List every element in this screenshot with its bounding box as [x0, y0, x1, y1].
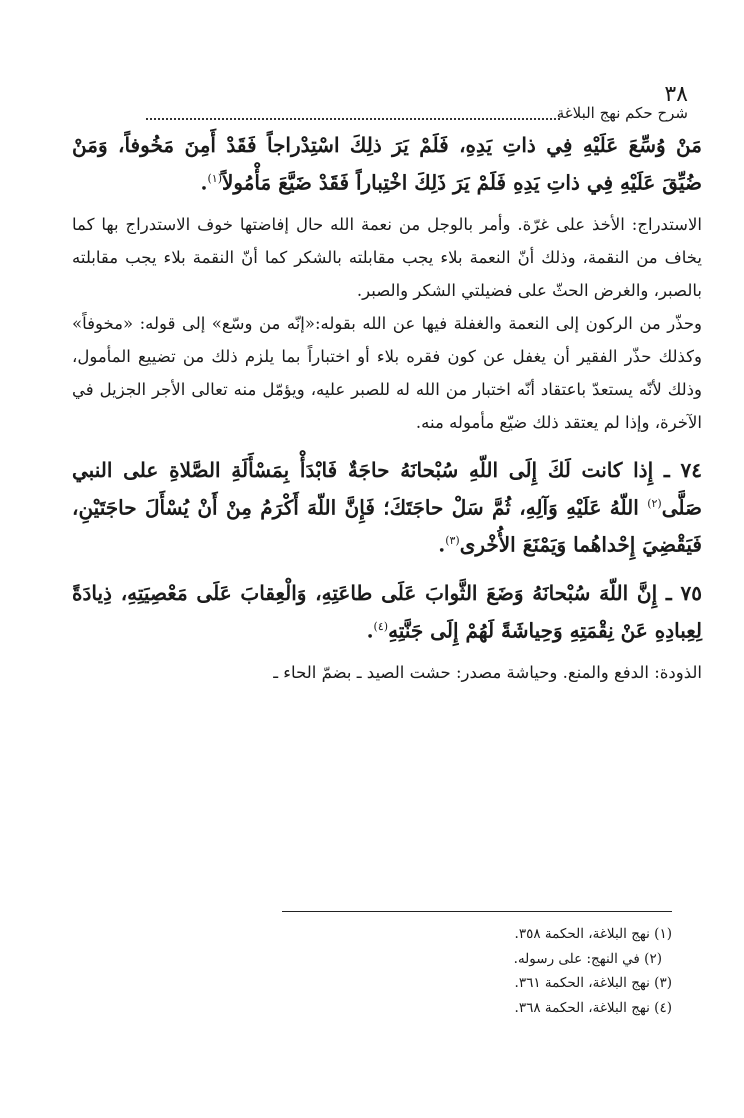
saying-75-text: ٧٥ ـ إِنَّ اللّهَ سُبْحانَهُ وَضَعَ الثَّوابَ عَلَى طاعَتِهِ، وَالْعِقابَ عَلَى مَعْصِيَتِهِ، ذِيادَةً لِعِبادِهِ عَنْ نِقْمَتِهِ وَحِياشَةً لَهُمْ إِلَى جَنَّتِهِ	[72, 580, 702, 643]
saying-73-quote: مَنْ وُسِّعَ عَلَيْهِ فِي ذاتِ يَدِهِ، فَلَمْ يَرَ ذلِكَ اسْتِدْراجاً فَقَدْ أَمِنَ مَخُوفاً، وَمَنْ ضُيِّقَ عَلَيْهِ فِي ذاتِ يَدِهِ فَلَمْ يَرَ ذَلِكَ اخْتِباراً فَقَدْ ضَيَّعَ مَأْمُولاً$^{(١)}$.	[72, 133, 702, 195]
commentary-paragraph-3: الذودة: الدفع والمنع. وحياشة مصدر: حشت الصيد ـ بضمّ الحاء ـ	[273, 662, 702, 682]
footnote-separator	[282, 911, 672, 912]
saying-73-text: مَنْ وُسِّعَ عَلَيْهِ فِي ذاتِ يَدِهِ، فَلَمْ يَرَ ذلِكَ اسْتِدْراجاً فَقَدْ أَمِنَ مَخُوفاً، وَمَنْ ضُيِّقَ عَلَيْهِ فِي ذاتِ يَدِهِ فَلَمْ يَرَ ذَلِكَ اخْتِباراً فَقَدْ ضَيَّعَ مَأْمُولاً	[72, 133, 702, 195]
footnote-1: (١) نهج البلاغة، الحكمة ٣٥٨.	[514, 926, 672, 942]
footnote-ref-4[interactable]: (٤)	[373, 619, 389, 633]
footnote-ref-3[interactable]: (٣)	[445, 534, 460, 548]
saying-74-text-a: ٧٤ ـ إِذا كانت لَكَ إِلَى اللّهِ سُبْحانَهُ حاجَةٌ فَابْدَأْ بِمَسْأَلَةِ الصَّلاةِ على النبي صَلَّى	[72, 457, 702, 520]
page-number: ٣٨	[664, 82, 688, 107]
page-header	[88, 80, 688, 126]
footnotes	[72, 922, 672, 1020]
footnote-2: (٢) في النهج: على رسوله.	[513, 950, 662, 967]
page-body	[72, 128, 702, 689]
footnote-4: (٤) نهج البلاغة، الحكمة ٣٦٨.	[514, 999, 672, 1016]
saying-74-text-b: اللّهُ عَلَيْهِ وَآلِهِ، ثُمَّ سَلْ حاجَتَكَ؛ فَإِنَّ اللّهَ أَكْرَمُ مِنْ أَنْ يُسْأَلَ حاجَتَيْنِ، فَيَقْضِيَ إِحْداهُما وَيَمْنَعَ الأُخْرى	[72, 495, 702, 557]
saying-75: ٧٥ ـ إِنَّ اللّهَ سُبْحانَهُ وَضَعَ الثَّوابَ عَلَى طاعَتِهِ، وَالْعِقابَ عَلَى مَعْصِيَتِهِ، ذِيادَةً لِعِبادِهِ عَنْ نِقْمَتِهِ وَحِياشَةً لَهُمْ إِلَى جَنَّتِهِ$^{(٤)}$.	[72, 580, 702, 643]
footnote-ref-1[interactable]: (١)	[207, 172, 222, 185]
header-dotted-rule	[146, 118, 560, 120]
commentary-paragraph-1: الاستدراج: الأخذ على غرّة. وأمر بالوجل من نعمة الله حال إفاضتها خوف الاستدراج بها كما يخاف من النقمة، وذلك أنّ النعمة بلاء يجب مقابلته بالشكر كما أنّ النقمة بلاء يجب مقابلته بالصبر، والغرض الحثّ على فضيلتي الشكر والصبر.	[72, 214, 702, 300]
footnote-ref-2[interactable]: (٢)	[647, 496, 662, 510]
saying-74: ٧٤ ـ إِذا كانت لَكَ إِلَى اللّهِ سُبْحانَهُ حاجَةٌ فَابْدَأْ بِمَسْأَلَةِ الصَّلاةِ على النبي صَلَّى$^{(٢)}$ اللّهُ عَلَيْهِ وَآلِهِ، ثُمَّ سَلْ حاجَتَكَ؛ فَإِنَّ اللّهَ أَكْرَمُ مِنْ أَنْ يُسْأَلَ حاجَتَيْنِ، فَيَقْضِيَ إِحْداهُما وَيَمْنَعَ الأُخْرى$^{(٣)}$.	[72, 457, 702, 557]
footnote-3: (٣) نهج البلاغة، الحكمة ٣٦١.	[514, 975, 672, 991]
commentary-paragraph-2: وحذّر من الركون إلى النعمة والغفلة فيها عن الله بقوله:«إنّه من وسّع» إلى قوله: «مخوفاً» وكذلك حذّر الفقير أن يغفل عن كون فقره بلاء أو اختباراً بما يلزم ذلك من تضييع المأمول، وذلك لأنّه يستعدّ باعتقاد أنّه اختبار من الله له للصبر عليه، ويؤمّل منه تعالى الأجر الجزيل في الآخرة، وإذا لم يعتقد ذلك ضيّع مأموله منه.	[72, 313, 703, 432]
running-title: شرح حكم نهج البلاغة	[556, 104, 688, 122]
